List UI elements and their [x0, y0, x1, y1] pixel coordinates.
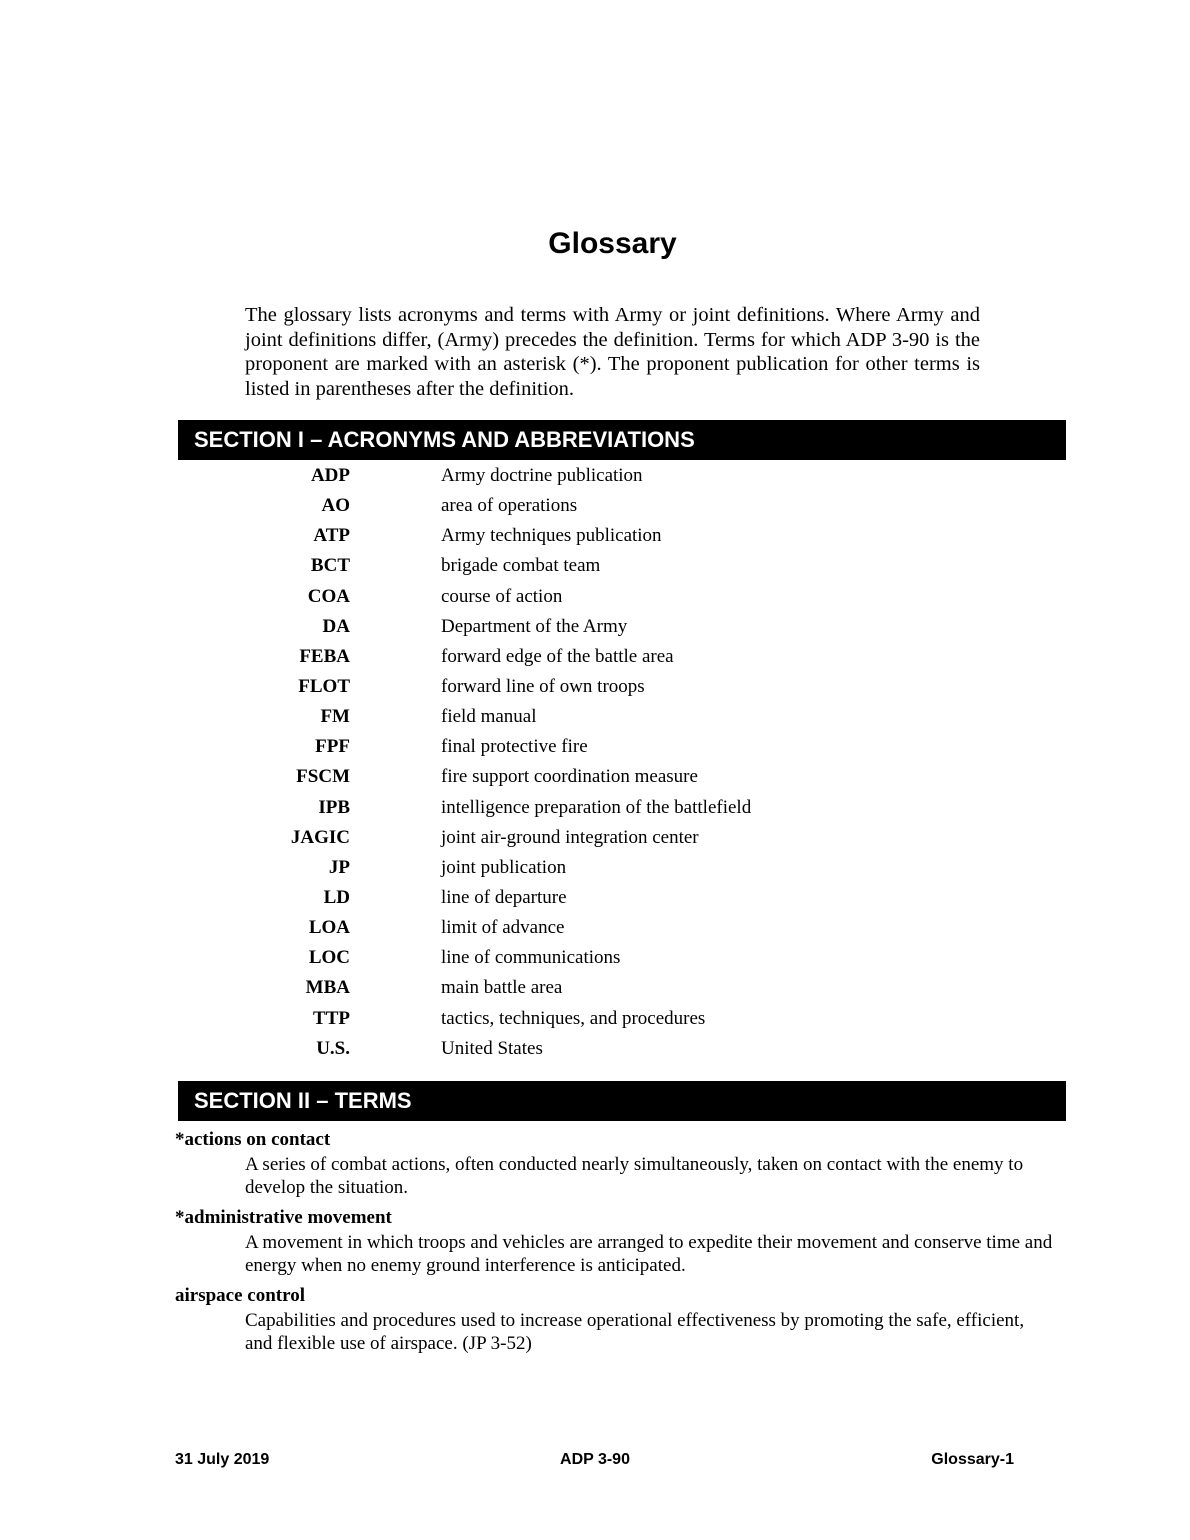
- footer-date: 31 July 2019: [175, 1451, 270, 1468]
- acronym-definition: course of action: [441, 585, 563, 607]
- acronym-row: [178, 1004, 1066, 1034]
- term-definition: A movement in which troops and vehicles are arranged to expedite their movement and conserve time and energy when no enemy ground interference is anticipated.: [245, 1232, 1053, 1276]
- acronym-definition: joint air-ground integration center: [441, 826, 699, 848]
- acronym-row: [178, 913, 1066, 943]
- term-name: *administrative movement: [175, 1207, 392, 1228]
- term-name: *actions on contact: [175, 1129, 331, 1150]
- acronym-definition: area of operations: [441, 495, 578, 517]
- acronym-abbr: BCT: [310, 555, 350, 577]
- acronym-abbr: MBA: [305, 977, 350, 999]
- acronym-row: [178, 883, 1066, 913]
- acronym-row: [178, 823, 1066, 853]
- terms-list: [175, 1128, 1055, 1362]
- acronym-row: [178, 551, 1066, 581]
- term-entry: [175, 1284, 1055, 1355]
- acronym-abbr: LD: [323, 886, 350, 908]
- acronym-row: [178, 853, 1066, 883]
- acronym-definition: forward edge of the battle area: [441, 645, 674, 667]
- acronym-abbr: IPB: [318, 796, 350, 818]
- acronym-definition: Army doctrine publication: [441, 465, 643, 486]
- acronym-row: [178, 461, 1066, 491]
- term-definition: Capabilities and procedures used to increase operational effectiveness by promoting the safe, efficient, and flexible use of airspace. (JP 3-52): [245, 1310, 1025, 1354]
- acronym-abbr: JP: [328, 856, 350, 878]
- acronym-definition: joint publication: [441, 856, 567, 878]
- acronym-list: [178, 461, 1066, 1064]
- acronym-definition: field manual: [441, 706, 537, 728]
- footer-publication: ADP 3-90: [560, 1451, 630, 1468]
- page-title: Glossary: [548, 227, 677, 260]
- acronym-row: [178, 582, 1066, 612]
- acronym-definition: main battle area: [441, 977, 563, 999]
- acronym-definition: United States: [441, 1037, 543, 1059]
- acronym-definition: Army techniques publication: [441, 525, 662, 547]
- term-entry: [175, 1128, 1055, 1199]
- acronym-definition: fire support coordination measure: [441, 766, 698, 788]
- acronym-abbr: LOC: [308, 947, 350, 969]
- acronym-definition: limit of advance: [441, 917, 565, 939]
- acronym-definition: line of departure: [441, 886, 567, 908]
- acronym-abbr: TTP: [313, 1007, 350, 1029]
- acronym-definition: tactics, techniques, and procedures: [441, 1007, 706, 1029]
- acronym-abbr: COA: [307, 585, 350, 607]
- acronym-abbr: ADP: [310, 465, 350, 486]
- acronym-abbr: FSCM: [296, 766, 350, 788]
- acronym-row: [178, 943, 1066, 973]
- acronym-row: [178, 521, 1066, 551]
- term-definition: A series of combat actions, often conducted nearly simultaneously, taken on contact with the enemy to develop the situation.: [245, 1154, 1024, 1198]
- acronym-row: [178, 491, 1066, 521]
- section-heading-acronyms: SECTION I – ACRONYMS AND ABBREVIATIONS: [178, 420, 1066, 460]
- acronym-abbr: DA: [322, 615, 350, 637]
- acronym-definition: forward line of own troops: [441, 675, 645, 697]
- acronym-row: [178, 973, 1066, 1003]
- acronym-row: [178, 1034, 1066, 1064]
- acronym-row: [178, 672, 1066, 702]
- acronym-definition: final protective fire: [441, 736, 588, 758]
- acronym-definition: Department of the Army: [441, 615, 628, 637]
- acronym-abbr: U.S.: [316, 1037, 350, 1059]
- acronym-abbr: FEBA: [299, 645, 350, 667]
- acronym-row: [178, 762, 1066, 792]
- section-heading-terms: SECTION II – TERMS: [178, 1081, 1066, 1121]
- acronym-row: [178, 612, 1066, 642]
- intro-paragraph: The glossary lists acronyms and terms with Army or joint definitions. Where Army and joint definitions differ, (Army) precedes the definition. Terms for which ADP 3-90 is the proponent are marked with an asterisk (*). The proponent publication for other terms is listed in parentheses after the definition.: [245, 304, 980, 400]
- acronym-abbr: AO: [321, 495, 350, 517]
- acronym-definition: line of communications: [441, 947, 621, 969]
- acronym-abbr: FLOT: [298, 675, 350, 697]
- acronym-abbr: FPF: [315, 736, 350, 758]
- acronym-abbr: ATP: [313, 525, 350, 547]
- acronym-definition: brigade combat team: [441, 555, 601, 577]
- acronym-row: [178, 642, 1066, 672]
- footer-page-number: Glossary-1: [931, 1451, 1014, 1468]
- acronym-abbr: LOA: [308, 917, 350, 939]
- term-entry: [175, 1206, 1055, 1277]
- acronym-row: [178, 702, 1066, 732]
- acronym-abbr: FM: [320, 706, 350, 728]
- term-name: airspace control: [175, 1285, 305, 1306]
- acronym-definition: intelligence preparation of the battlefield: [441, 796, 752, 818]
- acronym-abbr: JAGIC: [290, 826, 350, 848]
- acronym-row: [178, 793, 1066, 823]
- acronym-row: [178, 732, 1066, 762]
